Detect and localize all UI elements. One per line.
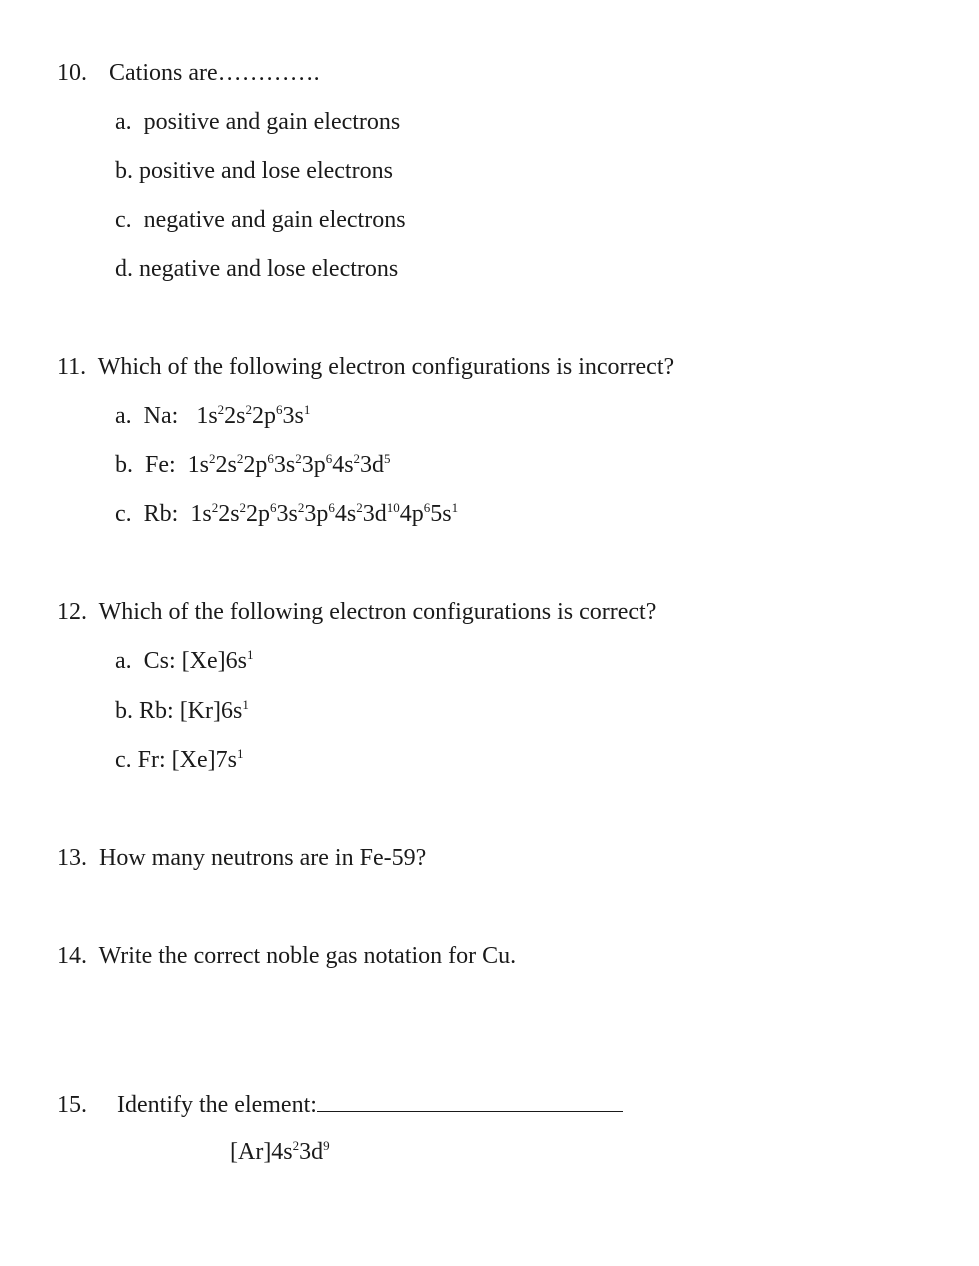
electron-count: 2 — [297, 500, 305, 515]
option-letter: a. — [115, 648, 132, 674]
electron-count: 2 — [209, 451, 216, 466]
option-12c — [115, 746, 243, 774]
question-number: 12. — [57, 599, 87, 625]
option-10d — [115, 255, 398, 283]
option-letter: d. — [115, 256, 133, 282]
electron-count: 6 — [423, 500, 431, 515]
option-text: negative and lose electrons — [139, 256, 399, 282]
electron-count: 5 — [384, 451, 391, 466]
orbital: 2s — [224, 403, 246, 429]
option-10c — [115, 206, 406, 234]
electron-count: 6 — [270, 500, 277, 515]
option-element: Cs: — [143, 648, 176, 674]
orbital: 2s — [218, 501, 240, 527]
question-number: 14. — [57, 943, 87, 969]
question-12 — [57, 598, 656, 626]
electron-count: 1 — [451, 500, 459, 515]
option-letter: a. — [115, 109, 132, 135]
option-11b — [115, 451, 391, 479]
question-number: 10. — [57, 60, 87, 86]
orbital: 3p — [301, 452, 326, 478]
electron-count: 2 — [239, 500, 247, 515]
electron-config — [188, 452, 391, 478]
option-letter: b. — [115, 698, 133, 724]
orbital: 4p — [399, 501, 424, 527]
orbital: [Ar]4s — [230, 1139, 293, 1165]
electron-count: 2 — [353, 451, 361, 466]
question-text: How many neutrons are in Fe-59? — [99, 845, 427, 871]
electron-config — [190, 501, 458, 527]
orbital: 4s — [332, 452, 354, 478]
question-text: Cations are…………. — [109, 60, 320, 86]
question-number: 15. — [57, 1092, 87, 1118]
question-11 — [57, 353, 674, 381]
answer-blank[interactable] — [317, 1089, 623, 1112]
orbital: [Xe]7s — [171, 747, 237, 773]
electron-count: 10 — [386, 500, 400, 515]
option-letter: c. — [115, 207, 132, 233]
orbital: 3s — [276, 501, 298, 527]
orbital: [Kr]6s — [179, 698, 243, 724]
electron-count: 2 — [217, 402, 225, 417]
option-element: Rb: — [143, 501, 179, 527]
electron-count: 6 — [325, 451, 333, 466]
orbital: 1s — [196, 403, 218, 429]
orbital: 2s — [215, 452, 237, 478]
question-number: 13. — [57, 845, 87, 871]
question-14 — [57, 942, 516, 970]
option-12b — [115, 697, 249, 725]
electron-config — [182, 648, 254, 674]
option-10a — [115, 108, 400, 136]
electron-count: 2 — [295, 451, 302, 466]
question-number: 11. — [57, 354, 87, 380]
electron-count: 1 — [303, 402, 311, 417]
orbital: [Xe]6s — [181, 648, 247, 674]
option-element: Fr: — [137, 747, 166, 773]
q15-config-line — [230, 1138, 330, 1166]
electron-config — [172, 747, 244, 773]
option-10b — [115, 157, 393, 185]
electron-count: 9 — [323, 1138, 330, 1153]
option-11c — [115, 500, 458, 528]
electron-count: 2 — [356, 500, 363, 515]
orbital: 2p — [252, 403, 276, 429]
electron-count: 6 — [328, 500, 335, 515]
orbital: 2p — [243, 452, 268, 478]
electron-count: 1 — [242, 697, 249, 712]
electron-count: 2 — [211, 500, 219, 515]
electron-config — [196, 403, 310, 429]
question-text: Which of the following electron configurations is incorrect? — [97, 354, 675, 380]
electron-count: 2 — [292, 1138, 300, 1153]
option-letter: c. — [115, 747, 132, 773]
orbital: 5s — [430, 501, 452, 527]
orbital: 4s — [334, 501, 357, 527]
option-letter: b. — [115, 452, 133, 478]
electron-config — [230, 1139, 330, 1165]
option-11a — [115, 402, 310, 430]
orbital: 1s — [187, 452, 210, 478]
option-text: positive and gain electrons — [143, 109, 401, 135]
question-text: Which of the following electron configurations is correct? — [98, 599, 657, 625]
electron-count: 6 — [267, 451, 274, 466]
option-element: Rb: — [139, 698, 174, 724]
electron-count: 2 — [236, 451, 244, 466]
option-letter: b. — [115, 158, 133, 184]
option-12a — [115, 647, 253, 675]
option-letter: c. — [115, 501, 132, 527]
electron-config — [180, 698, 249, 724]
option-element: Na: — [143, 403, 179, 429]
electron-count: 2 — [245, 402, 252, 417]
question-text: Write the correct noble gas notation for Cu. — [98, 943, 517, 969]
electron-count: 6 — [276, 402, 283, 417]
electron-count: 1 — [246, 647, 254, 662]
question-15 — [57, 1089, 623, 1119]
orbital: 3d — [360, 452, 385, 478]
orbital: 1s — [190, 501, 212, 527]
question-10 — [57, 59, 320, 87]
orbital: 3s — [282, 403, 304, 429]
orbital: 3d — [299, 1139, 324, 1165]
orbital: 3s — [273, 452, 296, 478]
option-text: positive and lose electrons — [139, 158, 393, 184]
orbital: 3p — [304, 501, 329, 527]
option-letter: a. — [115, 403, 132, 429]
option-element: Fe: — [145, 452, 176, 478]
question-text: Identify the element: — [117, 1092, 317, 1118]
electron-count: 1 — [236, 746, 244, 761]
question-13 — [57, 844, 426, 872]
orbital: 3d — [362, 501, 387, 527]
option-text: negative and gain electrons — [143, 207, 406, 233]
orbital: 2p — [246, 501, 271, 527]
